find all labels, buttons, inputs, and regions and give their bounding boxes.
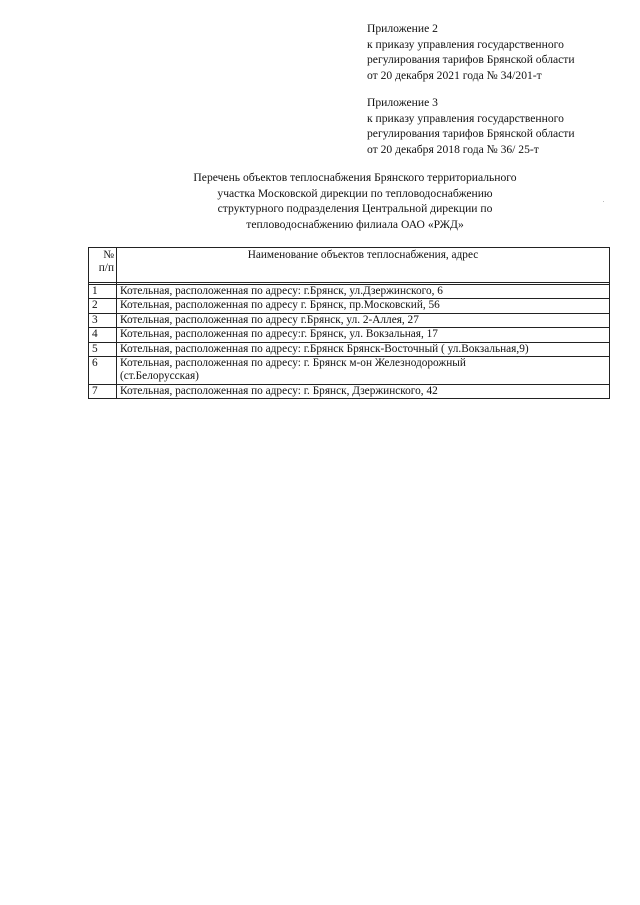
row-object-name: Котельная, расположенная по адресу: г.Брянск Брянск-Восточный ( ул.Вокзальная,9) — [117, 342, 610, 356]
row-number: 4 — [89, 328, 117, 342]
appendix-2-line: регулирования тарифов Брянской области — [367, 53, 575, 67]
column-header-number-line2: п/п — [98, 262, 114, 275]
column-header-name: Наименование объектов теплоснабжения, адрес — [117, 248, 610, 283]
appendix-3-line: Приложение 3 — [367, 96, 438, 109]
row-object-name-line1: Котельная, расположенная по адресу: г. Брянск м-он Железнодорожный — [120, 357, 466, 370]
row-object-name — [117, 357, 610, 385]
document-title — [130, 170, 580, 232]
document-title-line: Перечень объектов теплоснабжения Брянского территориального — [193, 171, 517, 184]
table-row — [89, 357, 610, 385]
appendix-2-line: Приложение 2 — [367, 22, 438, 35]
table-row — [89, 342, 610, 356]
row-object-name: Котельная, расположенная по адресу: г. Брянск, Дзержинского, 42 — [117, 384, 610, 398]
row-object-name: Котельная, расположенная по адресу:г. Брянск, ул. Вокзальная, 17 — [117, 328, 610, 342]
column-header-number — [89, 248, 117, 283]
appendix-3-line: к приказу управления государственного — [367, 111, 564, 125]
row-number: 7 — [89, 384, 117, 398]
row-object-name: Котельная, расположенная по адресу г. Брянск, пр.Московский, 56 — [117, 299, 610, 313]
row-number: 1 — [89, 285, 117, 299]
document-title-line: структурного подразделения Центральной дирекции по — [217, 202, 493, 216]
table-row — [89, 384, 610, 398]
appendix-2-line: от 20 декабря 2021 года № 34/201-т — [367, 68, 542, 82]
row-object-name: Котельная, расположенная по адресу: г.Брянск, ул.Дзержинского, 6 — [117, 285, 610, 299]
row-number: 5 — [89, 342, 117, 356]
appendix-3-block — [367, 95, 635, 157]
table-row — [89, 328, 610, 342]
row-number: 6 — [89, 357, 117, 385]
table-row — [89, 313, 610, 327]
row-object-name: Котельная, расположенная по адресу г.Брянск, ул. 2-Аллея, 27 — [117, 313, 610, 327]
appendix-3-line: регулирования тарифов Брянской области — [367, 127, 575, 141]
row-number: 2 — [89, 299, 117, 313]
scan-artifact — [603, 201, 604, 202]
appendix-2-block — [367, 21, 635, 83]
appendix-3-line: от 20 декабря 2018 года № 36/ 25-т — [367, 142, 539, 156]
table-row — [89, 299, 610, 313]
document-title-line: участка Московской дирекции по тепловодоснабжению — [217, 186, 493, 200]
appendix-2-line: к приказу управления государственного — [367, 37, 564, 51]
heat-supply-objects-table — [88, 247, 610, 399]
table-header-row — [89, 248, 610, 283]
column-header-number-line1: № — [103, 249, 114, 261]
row-object-name-line2: (ст.Белорусская) — [120, 370, 199, 383]
row-number: 3 — [89, 313, 117, 327]
table-row — [89, 285, 610, 299]
document-title-line: тепловодоснабжению филиала ОАО «РЖД» — [246, 217, 464, 231]
